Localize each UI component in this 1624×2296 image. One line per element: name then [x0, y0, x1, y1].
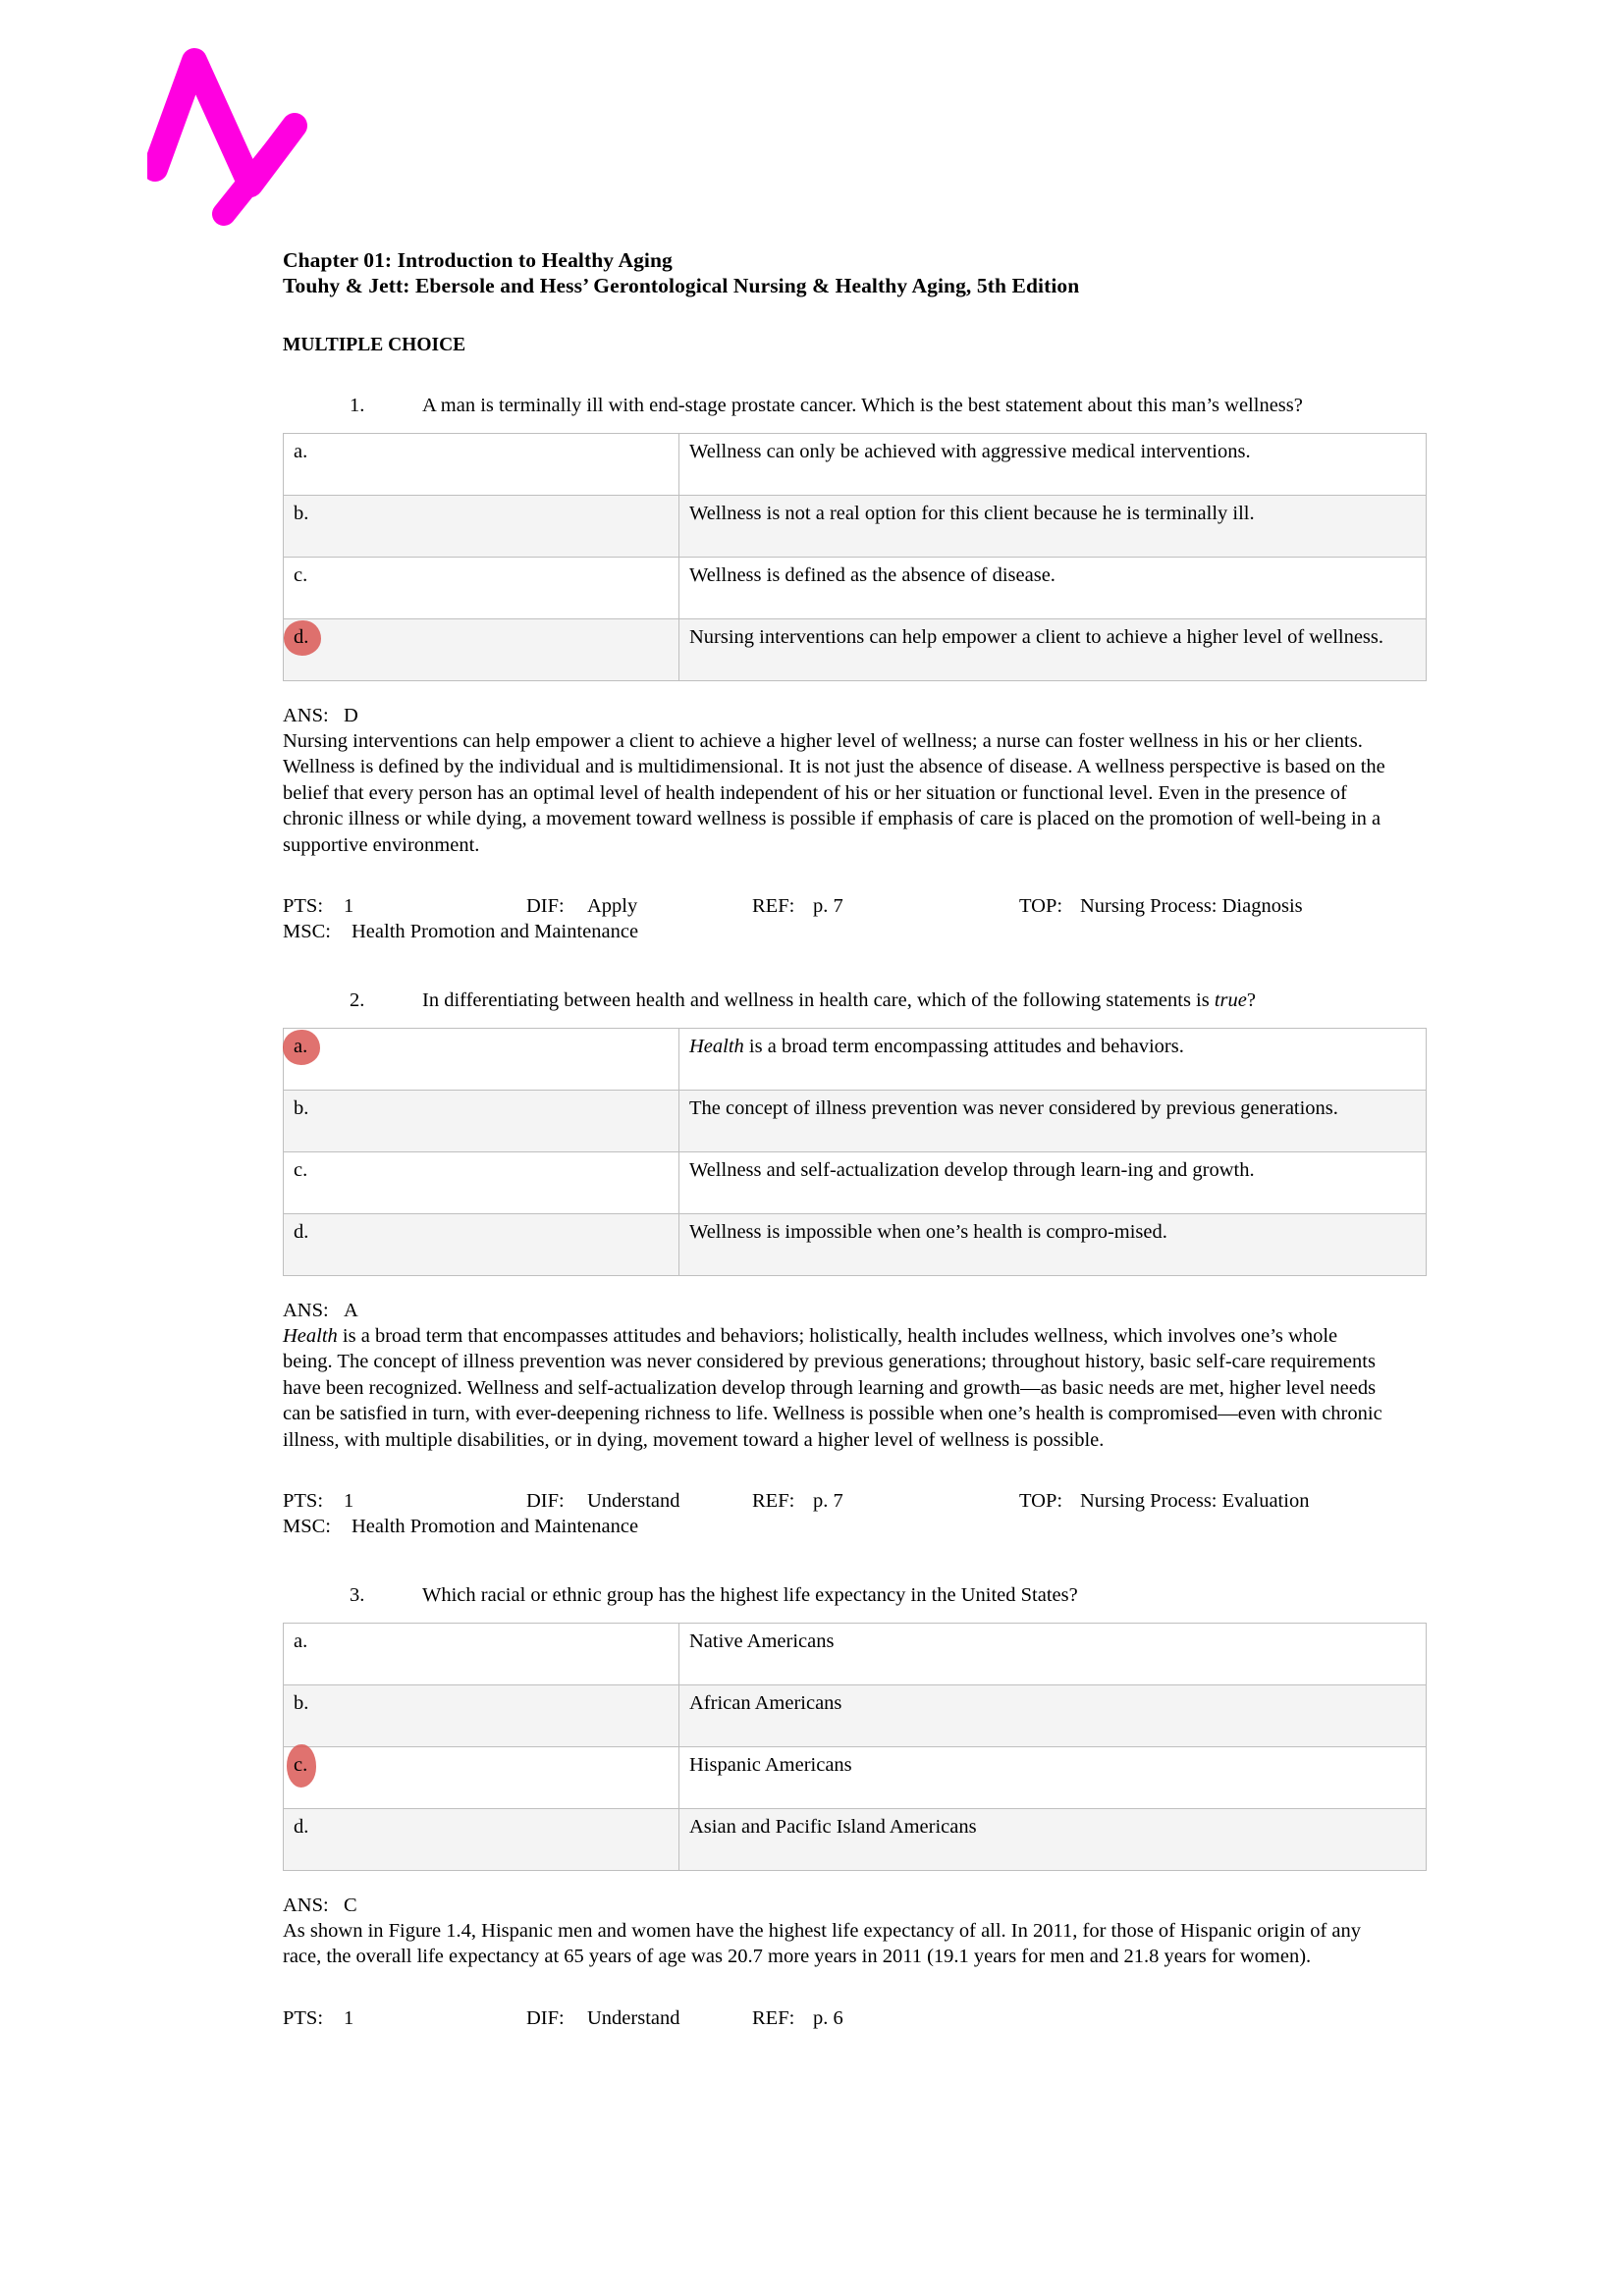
table-row[interactable]: [284, 1213, 1427, 1275]
table-row[interactable]: [284, 495, 1427, 557]
book-title: Touhy & Jett: Ebersole and Hess’ Gerontological Nursing & Healthy Aging, 5th Edition: [283, 274, 1080, 297]
option-letter-cell[interactable]: [284, 1684, 679, 1746]
ref-label: REF:: [752, 895, 795, 917]
section-label: MULTIPLE CHOICE: [283, 335, 466, 355]
table-row[interactable]: [284, 1808, 1427, 1870]
option-letter-cell[interactable]: [284, 1028, 679, 1090]
table-row[interactable]: [284, 618, 1427, 680]
option-text-cell: Wellness is not a real option for this client because he is terminally ill.: [679, 495, 1427, 557]
document-body: [283, 247, 1390, 2031]
option-letter: b.: [294, 1691, 309, 1714]
pts-value: 1: [344, 895, 354, 917]
explanation-text: is a broad term that encompasses attitudes and behaviors; holistically, health includes wellness, which involves one’s whole being. The concept of illness prevention was never considered by previous generations; throughout history, basic self-care requirements have been recognized. Wellness and self-actualization develop through learning and growth—as basic needs are met, higher level needs can be satisfied in turn, with ever-deepening richness to life. Wellness is possible when one’s health is compromised—even with chronic illness, with multiple disabilities, or in dying, movement toward a higher level of wellness is possible.: [283, 1324, 1382, 1451]
question-3-explanation: As shown in Figure 1.4, Hispanic men and women have the highest life expectancy of all. In 2011, for those of Hispanic origin of any race, the overall life expectancy at 65 years of age was 20.7 more years in 2011 (19.1 years for men and 21.8 years for women).: [283, 1919, 1362, 1967]
option-italic-lead: Health: [689, 1035, 744, 1057]
ans-label: ANS:: [283, 704, 329, 726]
question-1-number: 1.: [350, 395, 365, 416]
option-letter: c.: [294, 1753, 308, 1776]
question-2-metadata-row-1: [283, 1488, 1390, 1514]
question-3-metadata-row-1: [283, 2005, 1390, 2031]
dif-label: DIF:: [526, 1490, 565, 1512]
pts-value: 1: [344, 1490, 354, 1512]
msc-label: MSC:: [283, 1516, 331, 1537]
option-letter-cell[interactable]: [284, 1151, 679, 1213]
table-row[interactable]: [284, 557, 1427, 618]
question-1-answer-line: [283, 703, 1390, 728]
option-letter-cell[interactable]: [284, 1746, 679, 1808]
ref-value: p. 7: [813, 895, 843, 917]
question-3-answer-line: [283, 1893, 1390, 1918]
option-letter: a.: [294, 1035, 308, 1057]
table-row[interactable]: [284, 1090, 1427, 1151]
option-letter: d.: [294, 1815, 309, 1838]
top-label: TOP:: [1019, 1490, 1063, 1512]
question-2-metadata-row-2: [283, 1514, 1390, 1539]
question-2-number: 2.: [350, 989, 365, 1011]
selected-answer-marker: [294, 1753, 307, 1778]
question-1-prompt: [283, 393, 1390, 419]
table-row[interactable]: [284, 1623, 1427, 1684]
option-letter-cell[interactable]: [284, 1090, 679, 1151]
option-letter: b.: [294, 502, 309, 524]
question-2-text-italic: true: [1214, 989, 1247, 1011]
option-letter-cell[interactable]: [284, 495, 679, 557]
dif-label: DIF:: [526, 2006, 565, 2029]
option-text-cell: African Americans: [679, 1684, 1427, 1746]
question-1-metadata-row-2: [283, 919, 1390, 944]
option-letter: d.: [294, 625, 309, 648]
question-1-options-table: [283, 433, 1427, 681]
question-1-explanation: Nursing interventions can help empower a client to achieve a higher level of wellness; a nurse can foster wellness in his or her clients. Wellness is defined by the individual and is multidimensional. It is not just the absence of disease. A wellness perspective is based on the belief that every person has an optimal level of health independent of his or her situation or functional level. Even in the presence of chronic illness or while dying, a movement toward wellness is possible if emphasis of care is placed on the promotion of well-being in a supportive environment.: [283, 729, 1385, 856]
option-letter: c.: [294, 1158, 308, 1181]
ref-value: p. 6: [813, 2006, 843, 2029]
option-text-cell: Hispanic Americans: [679, 1746, 1427, 1808]
question-1-metadata-row-1: [283, 893, 1390, 919]
option-text-cell: The concept of illness prevention was never considered by previous generations.: [679, 1090, 1427, 1151]
dif-value: Understand: [587, 2006, 680, 2029]
question-1-text: A man is terminally ill with end-stage prostate cancer. Which is the best statement about this man’s wellness?: [422, 395, 1303, 416]
option-text-cell: Native Americans: [679, 1623, 1427, 1684]
option-text-cell: Wellness is impossible when one’s health is compro-mised.: [679, 1213, 1427, 1275]
selected-answer-marker: [294, 1035, 307, 1059]
top-label: TOP:: [1019, 895, 1063, 917]
option-text-cell: Wellness is defined as the absence of disease.: [679, 557, 1427, 618]
magenta-handwritten-check-mark-icon: [147, 39, 373, 245]
ref-label: REF:: [752, 2006, 795, 2029]
question-2-explanation: [283, 1323, 1390, 1454]
option-letter: b.: [294, 1096, 309, 1119]
question-2-options-table: [283, 1028, 1427, 1276]
table-row[interactable]: [284, 1746, 1427, 1808]
option-letter-cell[interactable]: [284, 1213, 679, 1275]
option-text-cell: Wellness can only be achieved with aggressive medical interventions.: [679, 433, 1427, 495]
option-letter-cell[interactable]: [284, 433, 679, 495]
option-letter: a.: [294, 440, 308, 462]
msc-value: Health Promotion and Maintenance: [352, 1516, 639, 1537]
explanation-italic-lead: Health: [283, 1324, 338, 1347]
option-text-cell: Nursing interventions can help empower a client to achieve a higher level of wellness.: [679, 618, 1427, 680]
option-letter-cell[interactable]: [284, 1623, 679, 1684]
question-3-options-table: [283, 1623, 1427, 1871]
question-2-prompt: [283, 988, 1390, 1014]
answer-value: D: [344, 704, 358, 726]
top-value: Nursing Process: Evaluation: [1080, 1490, 1310, 1512]
question-3-prompt: [283, 1582, 1390, 1609]
pts-label: PTS:: [283, 895, 324, 917]
dif-value: Apply: [587, 895, 638, 917]
table-row[interactable]: [284, 1684, 1427, 1746]
option-letter: a.: [294, 1629, 308, 1652]
pts-value: 1: [344, 2006, 354, 2029]
option-letter-cell[interactable]: [284, 618, 679, 680]
msc-label: MSC:: [283, 921, 331, 942]
question-3-text: Which racial or ethnic group has the highest life expectancy in the United States?: [422, 1584, 1078, 1606]
answer-value: C: [344, 1894, 357, 1916]
option-letter: c.: [294, 563, 308, 586]
question-2-answer-line: [283, 1298, 1390, 1323]
option-letter: d.: [294, 1220, 309, 1243]
ref-label: REF:: [752, 1490, 795, 1512]
msc-value: Health Promotion and Maintenance: [352, 921, 639, 942]
top-value: Nursing Process: Diagnosis: [1080, 895, 1303, 917]
option-letter-cell[interactable]: [284, 557, 679, 618]
option-text-cell: [679, 1028, 1427, 1090]
option-text: is a broad term encompassing attitudes and behaviors.: [743, 1035, 1184, 1057]
question-2-text-post: ?: [1246, 989, 1256, 1011]
ans-label: ANS:: [283, 1894, 329, 1916]
option-letter-cell[interactable]: [284, 1808, 679, 1870]
selected-answer-marker: [294, 625, 308, 650]
option-text-cell: Asian and Pacific Island Americans: [679, 1808, 1427, 1870]
question-3-number: 3.: [350, 1584, 365, 1606]
ref-value: p. 7: [813, 1490, 843, 1512]
table-row[interactable]: [284, 1028, 1427, 1090]
dif-value: Understand: [587, 1490, 680, 1512]
ans-label: ANS:: [283, 1299, 329, 1321]
table-row[interactable]: [284, 433, 1427, 495]
dif-label: DIF:: [526, 895, 565, 917]
option-text-cell: Wellness and self-actualization develop through learn-ing and growth.: [679, 1151, 1427, 1213]
chapter-title: Chapter 01: Introduction to Healthy Aging: [283, 248, 673, 272]
table-row[interactable]: [284, 1151, 1427, 1213]
question-2-text-pre: In differentiating between health and wellness in health care, which of the following statements is: [422, 989, 1215, 1011]
pts-label: PTS:: [283, 1490, 324, 1512]
pts-label: PTS:: [283, 2006, 324, 2029]
answer-value: A: [344, 1299, 358, 1321]
